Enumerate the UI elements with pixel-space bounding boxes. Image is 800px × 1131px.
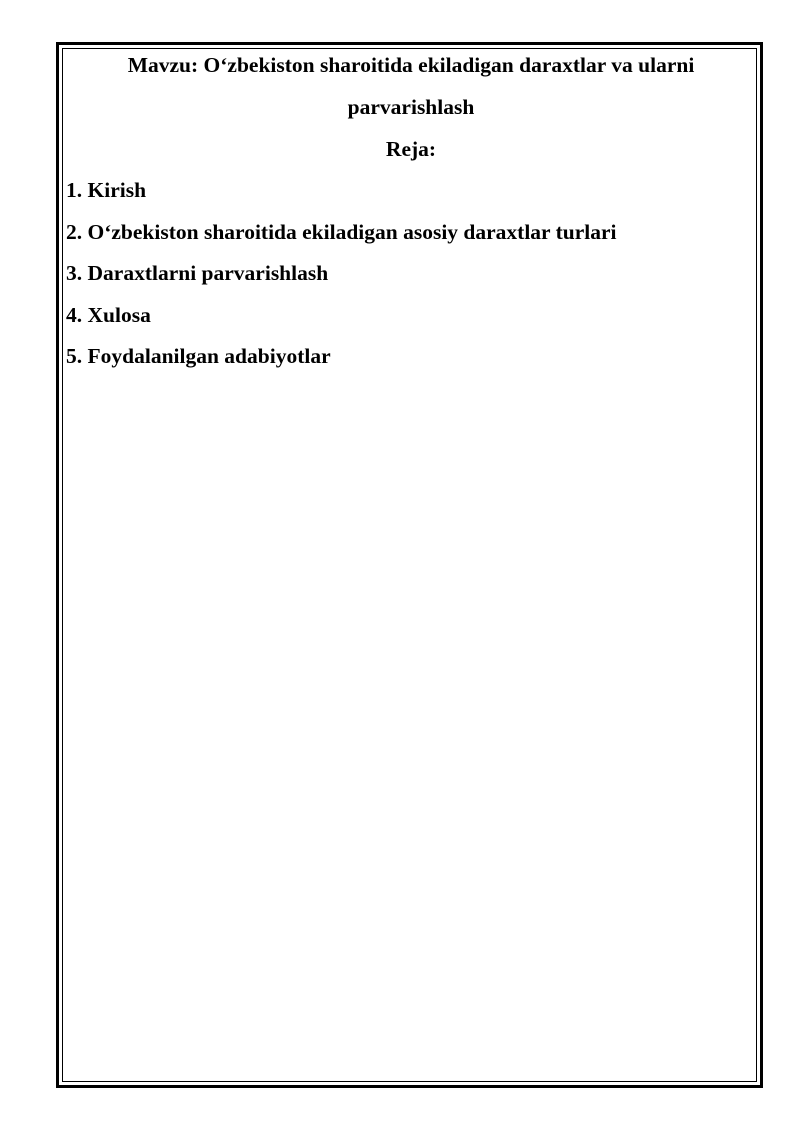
topic-title: Mavzu: O‘zbekiston sharoitida ekiladigan daraxtlar va ularni parvarishlash — [127, 53, 695, 119]
plan-item-tree-care: 3. Daraxtlarni parvarishlash — [66, 261, 329, 285]
plan-heading: Reja: — [385, 137, 437, 161]
document-content — [66, 44, 756, 378]
plan-item-references: 5. Foydalanilgan adabiyotlar — [66, 344, 331, 368]
plan-item-introduction: 1. Kirish — [66, 178, 147, 202]
plan-list — [66, 170, 756, 378]
plan-item-tree-types: 2. O‘zbekiston sharoitida ekiladigan asosiy daraxtlar turlari — [66, 219, 617, 244]
plan-item-conclusion: 4. Xulosa — [66, 302, 151, 327]
